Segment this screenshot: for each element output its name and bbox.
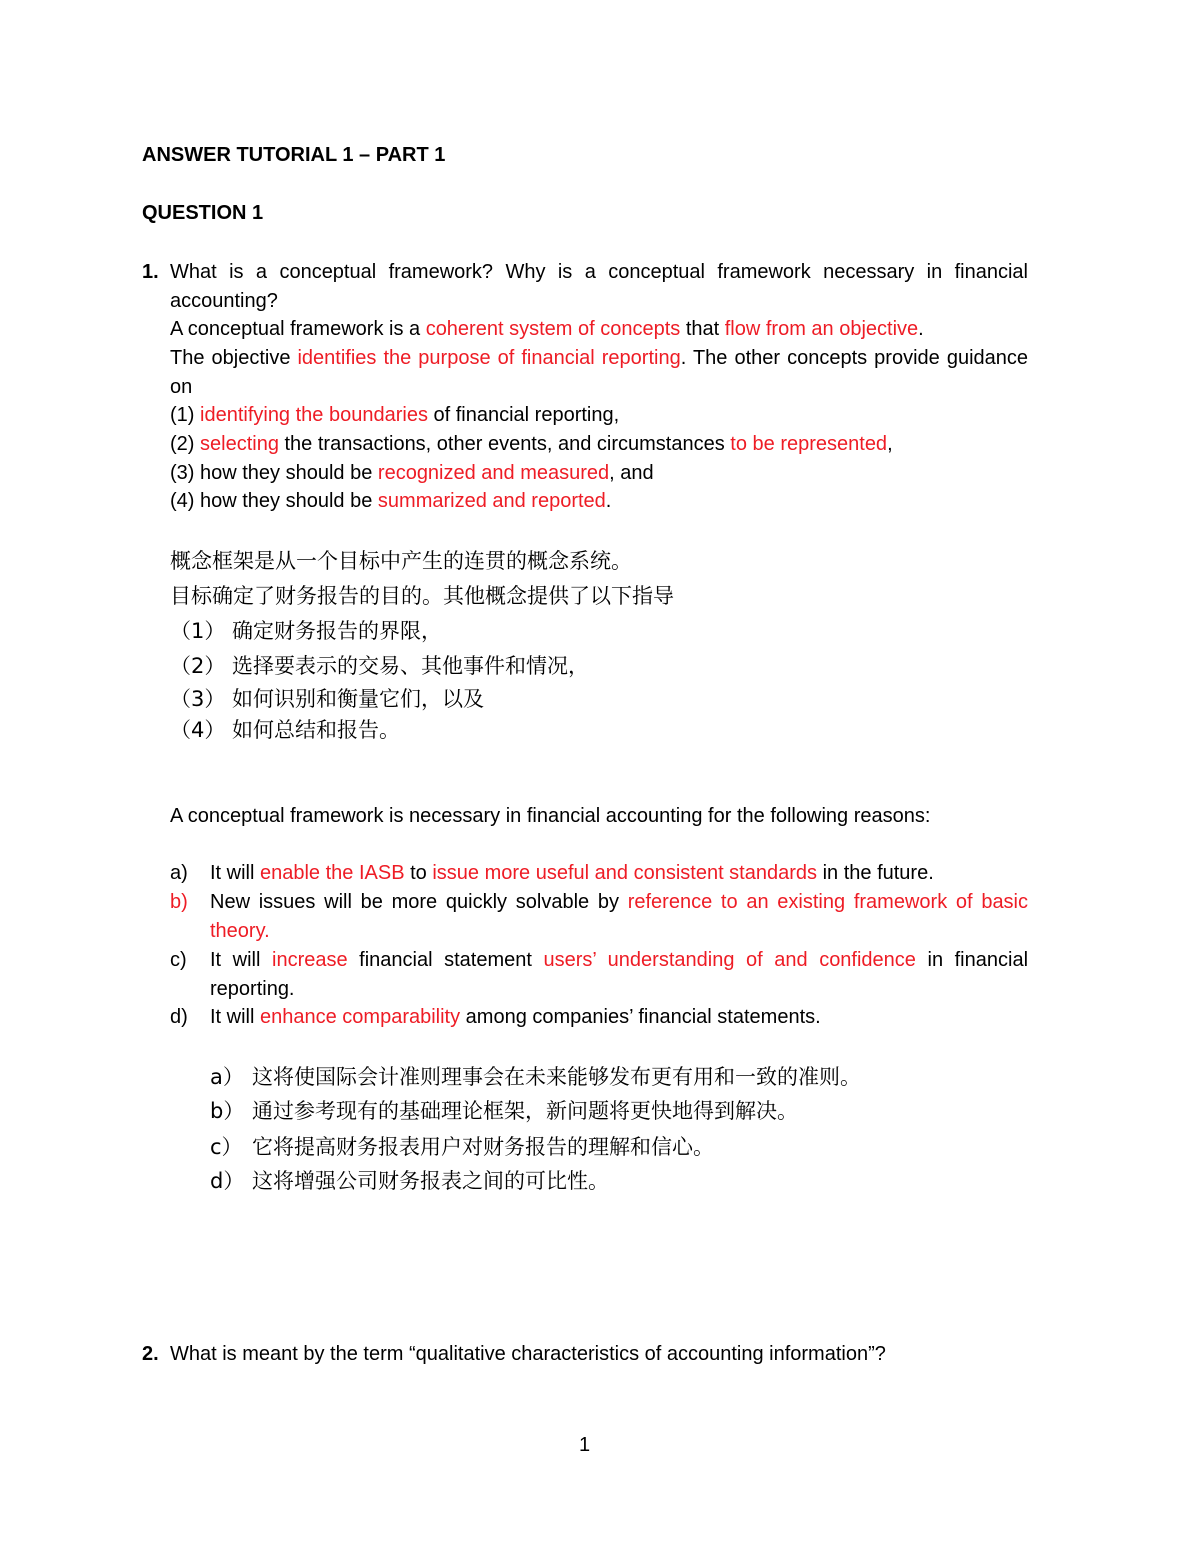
reason-label-c: c) bbox=[170, 949, 187, 971]
reason-c: It will increase financial statement users’ understanding of and confidence in financial reporting. bbox=[210, 949, 1029, 1000]
reasons-intro: A conceptual framework is necessary in financial accounting for the following reasons: bbox=[170, 805, 931, 827]
definition-line: A conceptual framework is a coherent system of concepts that flow from an objective. bbox=[170, 318, 924, 340]
reason-label-a: a) bbox=[170, 862, 188, 884]
question-2-text: What is meant by the term “qualitative characteristics of accounting information”? bbox=[170, 1343, 886, 1365]
guidance-item: (2) selecting the transactions, other events, and circumstances to be represented, bbox=[170, 433, 893, 455]
reason-a: It will enable the IASB to issue more useful and consistent standards in the future. bbox=[210, 862, 934, 884]
cn-reason-text: 这将增强公司财务报表之间的可比性。 bbox=[252, 1169, 609, 1193]
cn-reason-label: a） bbox=[210, 1065, 244, 1089]
reason-b: New issues will be more quickly solvable by reference to an existing framework of basic theory. bbox=[210, 891, 1029, 942]
reason-d: It will enhance comparability among companies’ financial statements. bbox=[210, 1006, 821, 1028]
chinese-line: 目标确定了财务报告的目的。其他概念提供了以下指导 bbox=[170, 584, 674, 608]
guidance-item: (3) how they should be recognized and measured, and bbox=[170, 462, 654, 484]
reason-label-d: d) bbox=[170, 1006, 188, 1028]
cn-reason-label: d） bbox=[210, 1169, 245, 1193]
question-heading: QUESTION 1 bbox=[142, 202, 264, 224]
chinese-line: （3） 如何识别和衡量它们，以及 bbox=[170, 687, 485, 711]
chinese-line: 概念框架是从一个目标中产生的连贯的概念系统。 bbox=[170, 549, 632, 573]
guidance-item: (4) how they should be summarized and reported. bbox=[170, 490, 612, 512]
chinese-line: （2） 选择要表示的交易、其他事件和情况， bbox=[170, 654, 590, 678]
question-1-number: 1. bbox=[142, 261, 159, 283]
cn-reason-label: b） bbox=[210, 1099, 245, 1123]
question-2-number: 2. bbox=[142, 1343, 159, 1365]
cn-reason-text: 它将提高财务报表用户对财务报告的理解和信心。 bbox=[252, 1135, 714, 1159]
reason-label-b: b) bbox=[170, 891, 188, 913]
document-title: ANSWER TUTORIAL 1 – PART 1 bbox=[142, 144, 446, 166]
objective-paragraph: The objective identifies the purpose of financial reporting. The other concepts provide guidance on bbox=[170, 347, 1029, 398]
cn-reason-text: 这将使国际会计准则理事会在未来能够发布更有用和一致的准则。 bbox=[252, 1065, 861, 1089]
cn-reason-text: 通过参考现有的基础理论框架，新问题将更快地得到解决。 bbox=[252, 1099, 798, 1123]
cn-reason-label: c） bbox=[210, 1135, 243, 1159]
page-number: 1 bbox=[579, 1434, 591, 1456]
chinese-line: （1） 确定财务报告的界限， bbox=[170, 619, 443, 643]
question-1-text: What is a conceptual framework? Why is a conceptual framework necessary in financial accounting? bbox=[170, 261, 1028, 312]
chinese-line: （4） 如何总结和报告。 bbox=[170, 718, 401, 742]
guidance-item: (1) identifying the boundaries of financial reporting, bbox=[170, 404, 620, 426]
